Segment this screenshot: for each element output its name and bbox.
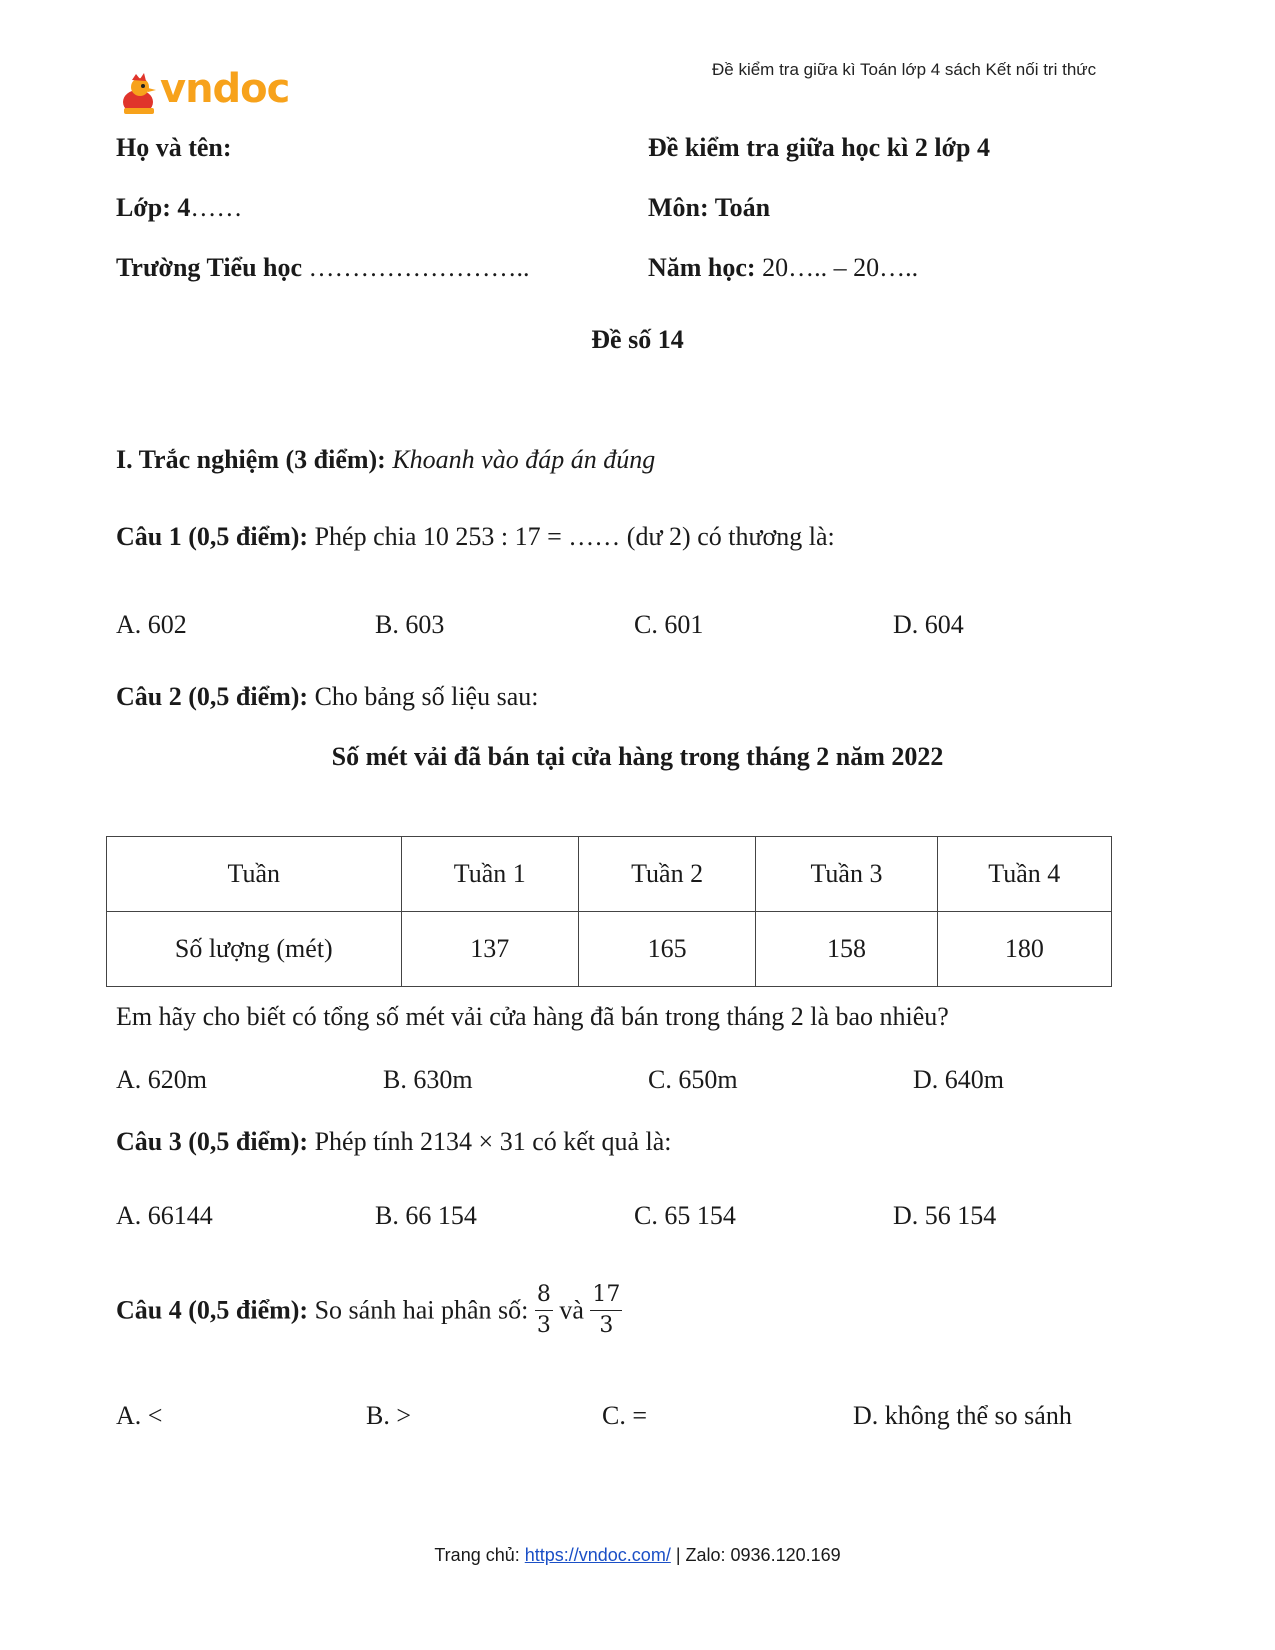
footer xyxy=(0,1545,1275,1566)
q1-option-d[interactable]: D. 604 xyxy=(893,610,964,639)
q3-option-b[interactable]: B. 66 154 xyxy=(375,1201,477,1230)
fabric-sales-table xyxy=(106,836,1112,987)
header-note: Đề kiểm tra giữa kì Toán lớp 4 sách Kết nối tri thức xyxy=(712,60,1097,79)
subject: Môn: Toán xyxy=(648,193,771,222)
table-header-cell: Tuần xyxy=(107,837,402,912)
table-cell: Số lượng (mét) xyxy=(107,912,402,987)
fraction-denominator: 3 xyxy=(536,1313,551,1338)
table-header-cell: Tuần 3 xyxy=(756,837,937,912)
table-row xyxy=(107,912,1112,987)
q4-option-c[interactable]: C. = xyxy=(602,1401,648,1430)
table-header-cell: Tuần 4 xyxy=(937,837,1111,912)
name-label: Họ và tên: xyxy=(116,133,232,162)
mascot-icon xyxy=(118,72,162,118)
q2-option-a[interactable]: A. 620m xyxy=(116,1065,207,1094)
table-title: Số mét vải đã bán tại cửa hàng trong tháng 2 năm 2022 xyxy=(331,742,944,771)
footer-prefix: Trang chủ: xyxy=(434,1545,525,1565)
school-year xyxy=(648,253,918,283)
school-label: Trường Tiểu học xyxy=(116,253,303,282)
q3-option-d[interactable]: D. 56 154 xyxy=(893,1201,997,1230)
question-3-text: Phép tính 2134 × 31 có kết quả là: xyxy=(308,1127,672,1156)
question-4-text: So sánh hai phân số: xyxy=(308,1295,535,1325)
exam-number: Đề số 14 xyxy=(591,325,684,354)
class-label: Lớp: 4 xyxy=(116,193,191,222)
table-cell: 180 xyxy=(937,912,1111,987)
logo-text: vndoc xyxy=(160,66,290,112)
year-value: 20….. – 20….. xyxy=(755,253,919,282)
fraction-8-3 xyxy=(535,1282,553,1339)
q1-option-a[interactable]: A. 602 xyxy=(116,610,187,639)
section1-title: I. Trắc nghiệm (3 điểm): xyxy=(116,445,386,474)
question-1-text: Phép chia 10 253 : 17 = …… (dư 2) có thương là: xyxy=(308,522,835,551)
table-header-row xyxy=(107,837,1112,912)
question-1 xyxy=(116,522,835,552)
connector-text: và xyxy=(552,1295,591,1325)
table-cell: 158 xyxy=(756,912,937,987)
fraction-numerator: 8 xyxy=(535,1282,553,1311)
exam-title: Đề kiểm tra giữa học kì 2 lớp 4 xyxy=(648,133,990,162)
question-2-prompt: Em hãy cho biết có tổng số mét vải cửa hàng đã bán trong tháng 2 là bao nhiêu? xyxy=(116,1002,949,1031)
q4-option-d[interactable]: D. không thể so sánh xyxy=(853,1401,1072,1430)
class-field xyxy=(116,193,242,223)
question-2-label: Câu 2 (0,5 điểm): xyxy=(116,682,309,711)
question-3-label: Câu 3 (0,5 điểm): xyxy=(116,1127,309,1156)
footer-contact: | Zalo: 0936.120.169 xyxy=(670,1545,841,1565)
question-3 xyxy=(116,1127,672,1157)
question-4-label: Câu 4 (0,5 điểm): xyxy=(116,1295,309,1325)
q2-option-b[interactable]: B. 630m xyxy=(383,1065,473,1094)
question-4 xyxy=(116,1282,622,1339)
table-header-cell: Tuần 1 xyxy=(401,837,578,912)
question-1-label: Câu 1 (0,5 điểm): xyxy=(116,522,309,551)
question-2-text: Cho bảng số liệu sau: xyxy=(308,682,539,711)
fraction-numerator: 17 xyxy=(590,1282,622,1311)
table-header-cell: Tuần 2 xyxy=(578,837,755,912)
class-dots: …… xyxy=(190,193,243,222)
footer-homepage-link[interactable]: https://vndoc.com/ xyxy=(524,1545,671,1565)
question-2 xyxy=(116,682,538,712)
q4-option-b[interactable]: B. > xyxy=(366,1401,412,1430)
q3-option-c[interactable]: C. 65 154 xyxy=(634,1201,736,1230)
table-cell: 137 xyxy=(401,912,578,987)
q3-option-a[interactable]: A. 66144 xyxy=(116,1201,213,1230)
q1-option-b[interactable]: B. 603 xyxy=(375,610,445,639)
year-label: Năm học: xyxy=(648,253,756,282)
table-cell: 165 xyxy=(578,912,755,987)
section1-instruction: Khoanh vào đáp án đúng xyxy=(385,445,656,474)
q4-option-a[interactable]: A. < xyxy=(116,1401,163,1430)
q2-option-d[interactable]: D. 640m xyxy=(913,1065,1004,1094)
section1-heading xyxy=(116,445,655,475)
fraction-17-3 xyxy=(590,1282,622,1339)
q1-option-c[interactable]: C. 601 xyxy=(634,610,704,639)
q2-option-c[interactable]: C. 650m xyxy=(648,1065,738,1094)
school-field xyxy=(116,253,530,283)
fraction-denominator: 3 xyxy=(599,1313,614,1338)
vndoc-logo[interactable] xyxy=(118,66,308,118)
school-dots: …………………….. xyxy=(302,253,530,282)
